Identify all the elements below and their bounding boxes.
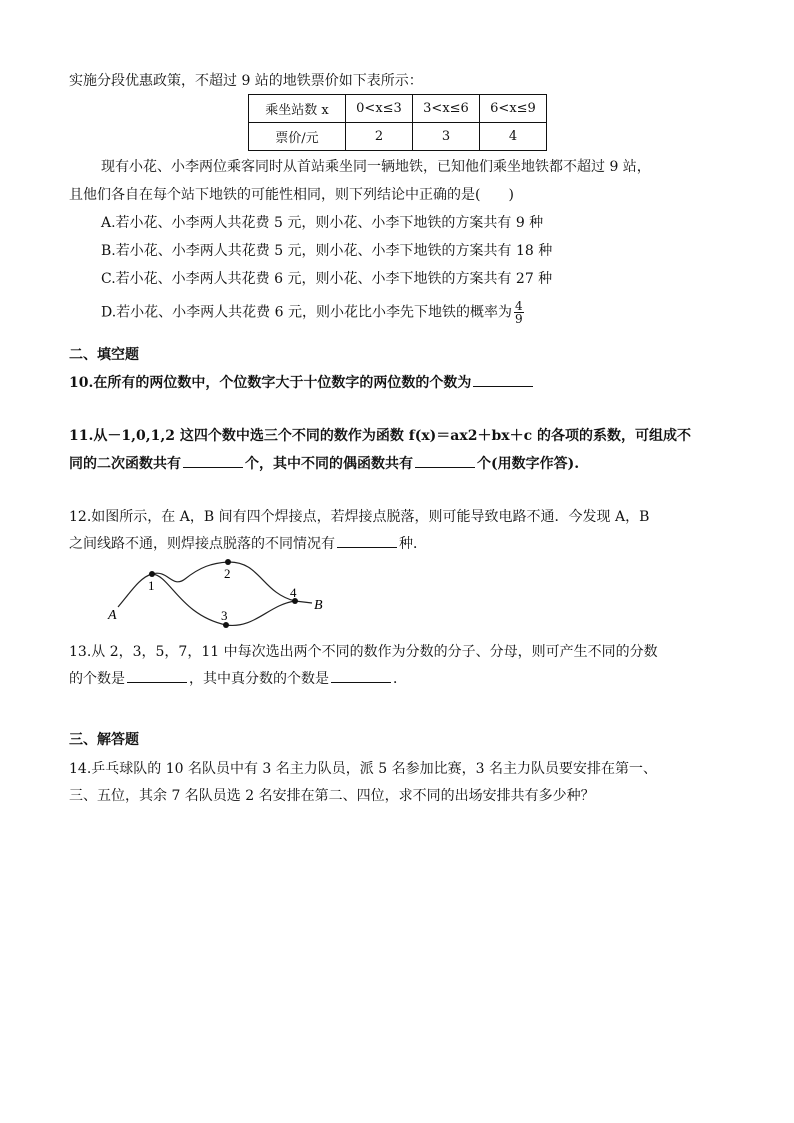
- table-row: [249, 95, 547, 123]
- wire-1-to-2: [152, 562, 228, 582]
- q9-option-a: A.若小花、小李两人共花费 5 元，则小花、小李下地铁的方案共有 9 种: [101, 215, 544, 231]
- answer-blank: [473, 372, 533, 387]
- q11-line1: 11.从－1,0,1,2 这四个数中选三个不同的数作为函数 f(x)＝ax2＋bx＋c 的各项的系数，可组成不: [69, 428, 691, 444]
- q9-option-c: C.若小花、小李两人共花费 6 元，则小花、小李下地铁的方案共有 27 种: [101, 271, 553, 287]
- solder-point: [149, 571, 155, 577]
- table-cell: 3: [413, 123, 480, 151]
- table-cell: 0<x≤3: [346, 95, 413, 123]
- q10-text: 10.在所有的两位数中，个位数字大于十位数字的两位数的个数为: [69, 375, 472, 391]
- solder-point: [225, 559, 231, 565]
- q13-text-b: ，其中真分数的个数是: [189, 671, 329, 687]
- q10: [69, 372, 535, 392]
- q9-option-b: B.若小花、小李两人共花费 5 元，则小花、小李下地铁的方案共有 18 种: [101, 243, 553, 259]
- q11-text-c: 个(用数字作答).: [477, 456, 580, 472]
- intro-text: 实施分段优惠政策，不超过 9 站的地铁票价如下表所示：: [69, 73, 423, 89]
- table-cell: 3<x≤6: [413, 95, 480, 123]
- q14-line2: 三、五位，其余 7 名队员选 2 名安排在第二、四位，求不同的出场安排共有多少种？: [69, 788, 595, 804]
- label-a: A: [108, 608, 117, 623]
- answer-blank: [331, 668, 391, 683]
- q12-line1: 12.如图所示，在 A，B 间有四个焊接点，若焊接点脱落，则可能导致电路不通．今发现 A，B: [69, 509, 650, 525]
- q13-text-a: 的个数是: [69, 671, 125, 687]
- point-label: 4: [290, 585, 297, 600]
- q12-text-b: 种．: [399, 536, 427, 552]
- q9-line2: 且他们各自在每个站下地铁的可能性相同，则下列结论中正确的是( ): [69, 187, 514, 203]
- table-cell: 票价/元: [249, 123, 346, 151]
- q9-option-d-text: D.若小花、小李两人共花费 6 元，则小花比小李先下地铁的概率为: [101, 304, 512, 321]
- label-b: B: [314, 598, 323, 613]
- point-label: 2: [224, 566, 231, 581]
- table-cell: 4: [480, 123, 547, 151]
- fraction-denominator: 9: [514, 312, 523, 326]
- q11-text-b: 个，其中不同的偶函数共有: [245, 456, 413, 472]
- fraction: [514, 300, 524, 325]
- wire-3-to-4: [226, 601, 295, 625]
- answer-blank: [415, 453, 475, 468]
- answer-blank: [183, 453, 243, 468]
- q11-text-a: 同的二次函数共有: [69, 456, 181, 472]
- q12-text-a: 之间线路不通，则焊接点脱落的不同情况有: [69, 536, 335, 552]
- q13-line2: [69, 668, 407, 688]
- table-cell: 乘坐站数 x: [249, 95, 346, 123]
- q13-text-c: ．: [393, 671, 407, 687]
- q9-line1: 现有小花、小李两位乘客同时从首站乘坐同一辆地铁，已知他们乘坐地铁都不超过 9 站，: [101, 159, 651, 175]
- wire-2-to-4: [228, 562, 295, 601]
- fraction-numerator: 4: [514, 299, 523, 313]
- section-heading-solve: 三、解答题: [69, 732, 139, 748]
- q12-line2: [69, 533, 427, 553]
- point-label: 3: [221, 608, 228, 623]
- table-cell: 2: [346, 123, 413, 151]
- q14-line1: 14.乒乓球队的 10 名队员中有 3 名主力队员，派 5 名参加比赛，3 名主力队员要安排在第一、: [69, 761, 657, 777]
- table-cell: 6<x≤9: [480, 95, 547, 123]
- point-label: 1: [148, 578, 155, 593]
- section-heading-fill-in: 二、填空题: [69, 347, 139, 363]
- q13-line1: 13.从 2，3，5，7，11 中每次选出两个不同的数作为分数的分子、分母，则可产生不同的分数: [69, 644, 658, 660]
- circuit-diagram: [100, 555, 340, 635]
- wire-1-to-3: [152, 574, 226, 625]
- table-row: [249, 123, 547, 151]
- q9-option-d: [101, 300, 524, 325]
- q11-line2: [69, 453, 579, 473]
- wire-a-to-1: [118, 574, 152, 607]
- answer-blank: [337, 533, 397, 548]
- fare-table: [248, 94, 547, 151]
- answer-blank: [127, 668, 187, 683]
